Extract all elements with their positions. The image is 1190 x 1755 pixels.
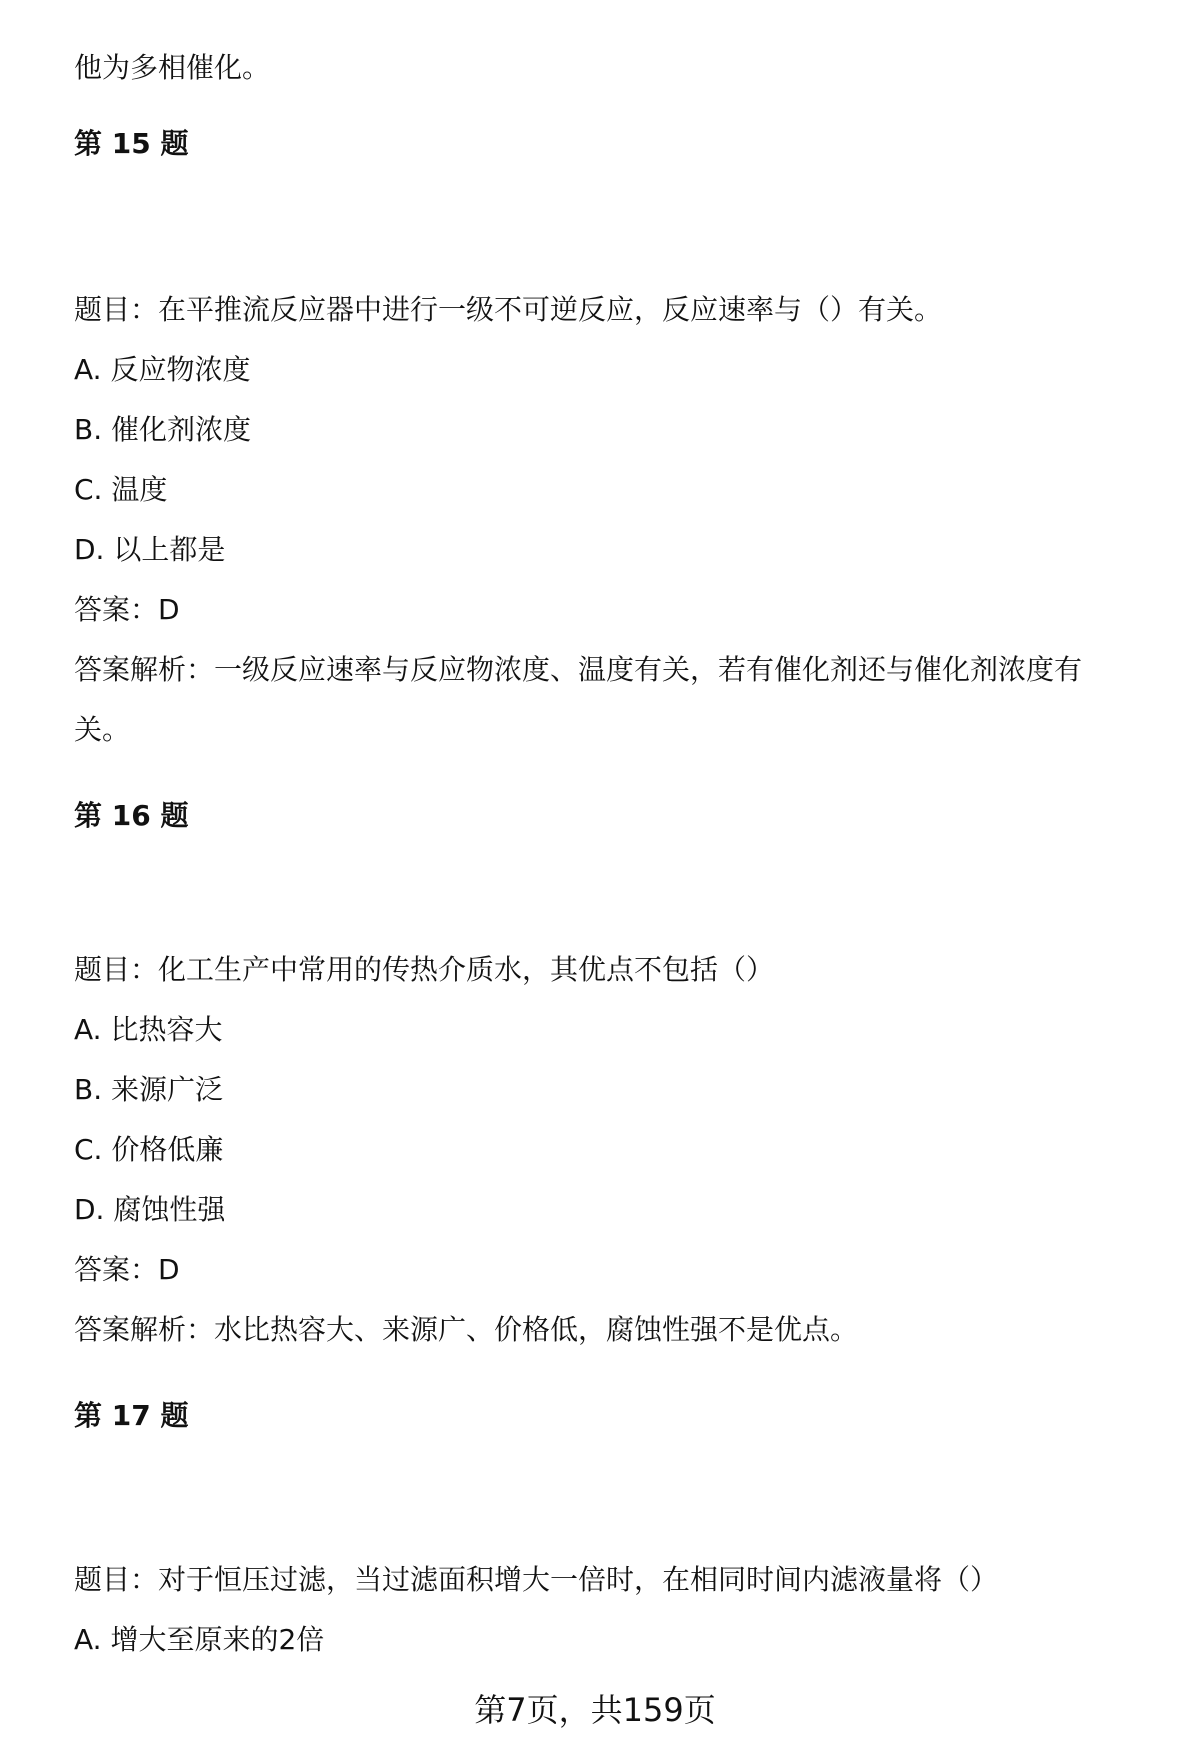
question-heading: 第 16 题 <box>74 799 189 832</box>
option-a: A. 增大至原来的2倍 <box>74 1623 325 1656</box>
option-a: A. 比热容大 <box>74 1013 223 1046</box>
paragraph-continuation: 他为多相催化。 <box>74 51 271 84</box>
question-heading: 第 17 题 <box>74 1399 189 1432</box>
answer-analysis: 答案解析：一级反应速率与反应物浓度、温度有关，若有催化剂还与催化剂浓度有 <box>74 653 1083 686</box>
question-stem: 题目：对于恒压过滤，当过滤面积增大一倍时，在相同时间内滤液量将（） <box>74 1563 999 1596</box>
option-c: C. 温度 <box>74 473 168 506</box>
answer-analysis: 答案解析：水比热容大、来源广、价格低，腐蚀性强不是优点。 <box>74 1313 859 1346</box>
option-b: B. 催化剂浓度 <box>74 413 252 446</box>
question-stem: 题目：化工生产中常用的传热介质水，其优点不包括（） <box>74 953 775 986</box>
option-a: A. 反应物浓度 <box>74 353 251 386</box>
option-b: B. 来源广泛 <box>74 1073 224 1106</box>
page-number-footer: 第7页，共159页 <box>474 1691 716 1729</box>
option-d: D. 腐蚀性强 <box>74 1193 226 1226</box>
answer: 答案：D <box>74 593 180 626</box>
option-c: C. 价格低廉 <box>74 1133 224 1166</box>
option-d: D. 以上都是 <box>74 533 226 566</box>
question-stem: 题目：在平推流反应器中进行一级不可逆反应，反应速率与（）有关。 <box>74 293 943 326</box>
answer: 答案：D <box>74 1253 180 1286</box>
answer-analysis-continued: 关。 <box>74 713 131 746</box>
question-heading: 第 15 题 <box>74 127 189 160</box>
